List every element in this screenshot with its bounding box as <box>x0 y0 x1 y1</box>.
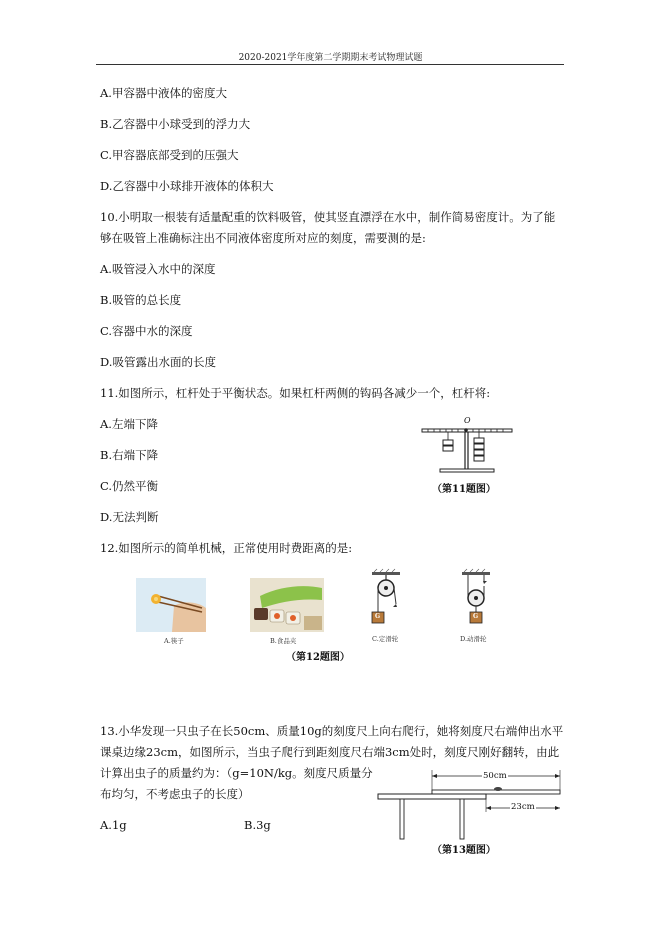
q12-fixed-pulley-image <box>366 572 406 632</box>
q9-option-b: B.乙容器中小球受到的浮力大 <box>100 117 251 131</box>
q11-pivot-label: O <box>464 416 471 425</box>
q10-option-b: B.吸管的总长度 <box>100 293 182 307</box>
q13-stem-line3: 计算出虫子的质量约为：（g=10N/kg。刻度尺质量分 <box>100 766 373 780</box>
q13-dim-overhang: 23cm <box>511 802 535 812</box>
q12-label-d: D.动滑轮 <box>460 635 487 643</box>
q12-chopsticks-image <box>136 578 206 632</box>
q13-stem-line1: 13.小华发现一只虫子在长50cm、质量10g的刻度尺上向右爬行，她将刻度尺右端伸出水平 <box>100 724 564 738</box>
page-header: 2020-2021学年度第二学期期末考试物理试题 <box>238 53 423 63</box>
q13-option-b: B.3g <box>244 818 271 832</box>
q9-option-d: D.乙容器中小球排开液体的体积大 <box>100 179 274 193</box>
q12-label-c: C.定滑轮 <box>372 635 399 643</box>
q11-option-b: B.右端下降 <box>100 448 159 462</box>
q11-option-d: D.无法判断 <box>100 510 159 524</box>
q9-option-c: C.甲容器底部受到的压强大 <box>100 148 239 162</box>
q12-movable-pulley-weight: G <box>473 613 479 620</box>
q9-option-a: A.甲容器中液体的密度大 <box>100 86 227 100</box>
q13-option-a: A.1g <box>100 818 127 832</box>
q12-food-tongs-image <box>250 578 324 632</box>
q12-figure-caption: （第12题图） <box>286 652 350 663</box>
q10-stem-line1: 10.小明取一根装有适量配重的饮料吸管，使其竖直漂浮在水中，制作简易密度计。为了能 <box>100 210 556 224</box>
q10-option-d: D.吸管露出水面的长度 <box>100 355 216 369</box>
q13-stem-line2: 课桌边缘23cm，如图所示，当虫子爬行到距刻度尺右端3cm处时，刻度尺刚好翻转，由此 <box>100 745 560 759</box>
q12-fixed-pulley-weight: G <box>375 613 381 620</box>
q11-stem: 11.如图所示，杠杆处于平衡状态。如果杠杆两侧的钩码各减少一个，杠杆将: <box>100 386 491 400</box>
q10-option-c: C.容器中水的深度 <box>100 324 193 338</box>
header-rule <box>96 64 564 65</box>
q13-stem-line4: 布均匀，不考虑虫子的长度） <box>100 787 250 801</box>
q11-option-a: A.左端下降 <box>100 417 158 431</box>
q10-option-a: A.吸管浸入水中的深度 <box>100 262 216 276</box>
q12-label-a: A.筷子 <box>164 637 184 645</box>
q12-movable-pulley-image <box>456 572 496 632</box>
q13-dim-ruler-length: 50cm <box>483 771 507 781</box>
q12-stem: 12.如图所示的简单机械，正常使用时费距离的是: <box>100 541 353 555</box>
q11-option-c: C.仍然平衡 <box>100 479 159 493</box>
q13-figure-caption: （第13题图） <box>432 845 496 856</box>
q12-label-b: B.食品夹 <box>270 637 297 645</box>
q13-ruler-desk-figure <box>378 768 568 840</box>
q11-figure-caption: （第11题图） <box>432 484 496 495</box>
q10-stem-line2: 够在吸管上准确标注出不同液体密度所对应的刻度，需要测的是: <box>100 231 426 245</box>
